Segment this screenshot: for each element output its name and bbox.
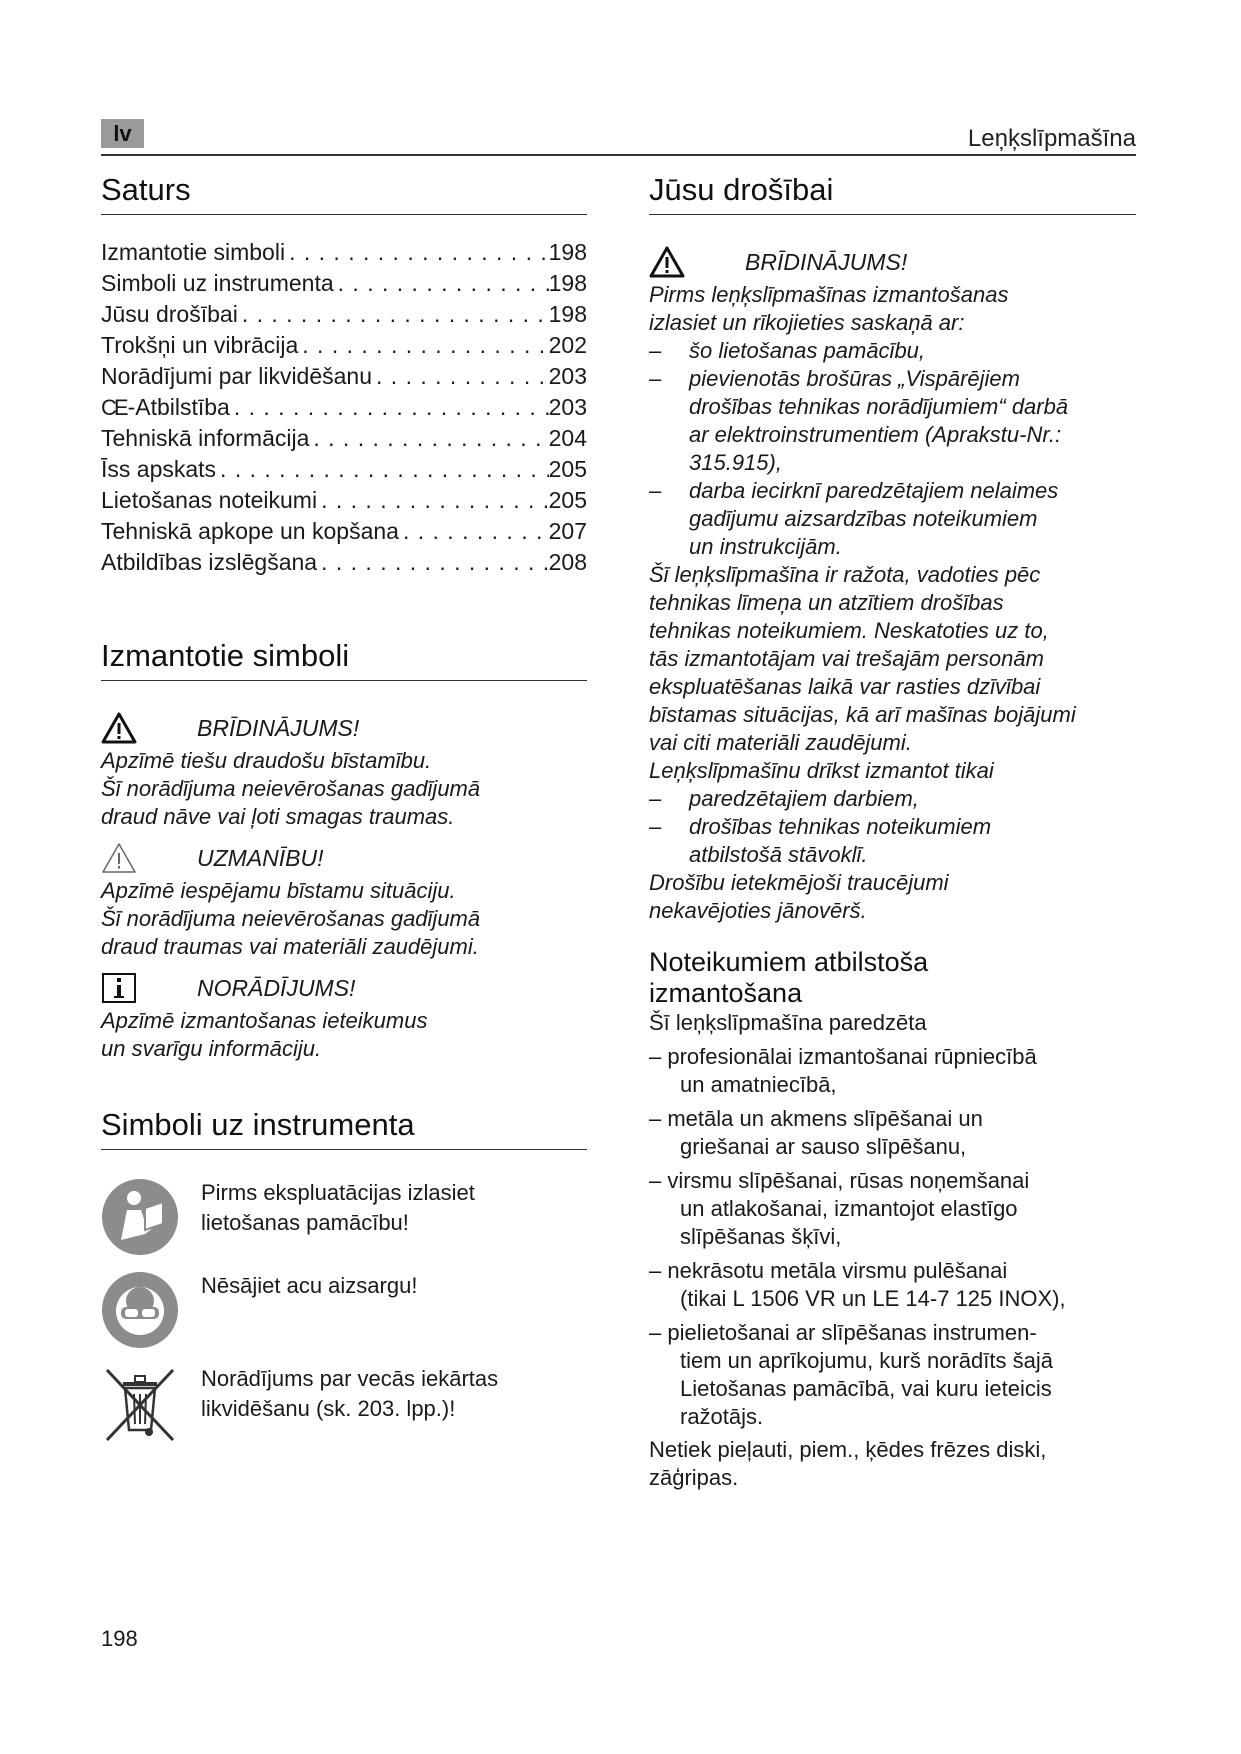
- left-column: [101, 170, 587, 1449]
- usage-item-line: (tikai L 1506 VR un LE 14-7 125 INOX),: [680, 1286, 1066, 1311]
- usage-item-line: ražotājs.: [680, 1404, 764, 1429]
- instrument-symbol-row: [101, 1364, 587, 1449]
- warning-legend: [101, 709, 587, 831]
- toc-leader-dots: [216, 454, 549, 485]
- toc-title: Saturs: [101, 170, 587, 215]
- paragraph-line: tehnikas noteikumiem. Neskatoties uz to,: [649, 618, 1049, 643]
- caution-line: Apzīmē iespējamu bīstamu situāciju.: [101, 878, 456, 903]
- crossed-bin-icon: [101, 1364, 201, 1449]
- usage-item-line: – profesionālai izmantošanai rūpniecībā: [649, 1044, 1037, 1069]
- dash-item-line: šo lietošanas pamācību,: [689, 338, 926, 363]
- toc-leader-dots: [309, 423, 548, 454]
- usage-item-line: slīpēšanas šķīvi,: [680, 1224, 842, 1249]
- paragraph-line: ekspluatēšanas laikā var rasties dzīvībai: [649, 674, 1041, 699]
- toc-entry: [101, 516, 587, 547]
- toc-entry: [101, 299, 587, 330]
- paragraph-line: vai citi materiāli zaudējumi.: [649, 730, 912, 755]
- toc-label: Jūsu drošībai: [101, 301, 238, 327]
- usage-intro: Šī leņķslīpmašīna paredzēta: [649, 1010, 927, 1035]
- usage-item: [649, 1167, 1136, 1251]
- ce-mark-icon: CE: [101, 395, 126, 420]
- toc-leader-dots: [298, 330, 548, 361]
- toc-label: Trokšņi un vibrācija: [101, 332, 299, 358]
- dash-item-line: atbilstošā stāvoklī.: [689, 842, 868, 867]
- safety-warning: [649, 243, 1136, 337]
- caution-line: draud traumas vai materiāli zaudējumi.: [101, 934, 479, 959]
- dash-bullet: –: [649, 366, 662, 391]
- usage-title-line: izmantošana: [649, 978, 803, 1008]
- read-manual-icon: [101, 1178, 201, 1261]
- dash-item-line: gadījumu aizsardzības noteikumiem: [689, 506, 1038, 531]
- dash-item-line: drošības tehnikas norādījumiem“ darbā: [689, 394, 1069, 419]
- usage-title: [649, 947, 1136, 1009]
- dash-item-line: pievienotās brošūras „Vispārējiem: [689, 366, 1020, 391]
- instrument-symbol-text: lietošanas pamācību!: [201, 1210, 409, 1235]
- usage-list: [649, 1043, 1136, 1431]
- toc-label: Atbildības izslēgšana: [101, 549, 318, 575]
- toc-page-number: 207: [548, 518, 587, 544]
- dash-item: [649, 785, 1136, 813]
- usage-item-line: un atlakošanai, izmantojot elastīgo: [680, 1196, 1018, 1221]
- warning-line: Apzīmē tiešu draudošu bīstamību.: [101, 748, 432, 773]
- dash-bullet: –: [649, 478, 662, 503]
- not-allowed-line: zāģripas.: [649, 1465, 739, 1490]
- usage-item-line: tiem un aprīkojumu, kurš norādīts šajā: [680, 1348, 1053, 1373]
- paragraph-line: tehnikas līmeņa un atzītiem drošības: [649, 590, 1004, 615]
- dash-item-line: un instrukcijām.: [689, 534, 842, 559]
- caution-legend: [101, 839, 587, 961]
- warning-line: Šī norādījuma neievērošanas gadījumā: [101, 776, 481, 801]
- toc-page-number: 198: [548, 301, 587, 327]
- instrument-symbol-row: [101, 1178, 587, 1261]
- closing-line: nekavējoties jānovērš.: [649, 898, 867, 923]
- usage-item-line: un amatniecībā,: [680, 1072, 837, 1097]
- toc-entry: [101, 237, 587, 268]
- note-line: un svarīgu informāciju.: [101, 1036, 322, 1061]
- toc-page-number: 202: [548, 332, 587, 358]
- instrument-symbol-row: [101, 1271, 587, 1354]
- toc-leader-dots: [317, 547, 549, 578]
- toc-leader-dots: [230, 392, 549, 423]
- symbols-title: Izmantotie simboli: [101, 636, 587, 681]
- warning-triangle-icon: [101, 712, 197, 744]
- caution-line: Šī norādījuma neievērošanas gadījumā: [101, 906, 481, 931]
- caution-triangle-icon: [101, 842, 197, 874]
- not-allowed-line: Netiek pieļauti, piem., ķēdes frēzes diski,: [649, 1437, 1047, 1462]
- safety-title: Jūsu drošībai: [649, 170, 1136, 215]
- closing-line: Drošību ietekmējoši traucējumi: [649, 870, 949, 895]
- toc-leader-dots: [238, 299, 549, 330]
- page-number: 198: [101, 1626, 138, 1651]
- toc-entry: [101, 423, 587, 454]
- usage-item-line: – pielietošanai ar slīpēšanas instrumen-: [649, 1320, 1037, 1345]
- usage-item-line: – virsmu slīpēšanai, rūsas noņemšanai: [649, 1168, 1030, 1193]
- usage-item-line: griešanai ar sauso slīpēšanu,: [680, 1134, 967, 1159]
- toc-page-number: 204: [548, 425, 587, 451]
- safety-warning-heading: BRĪDINĀJUMS!: [745, 249, 908, 275]
- toc-leader-dots: [285, 237, 549, 268]
- toc-page-number: 203: [548, 363, 587, 389]
- toc-entry: [101, 268, 587, 299]
- warning-heading: BRĪDINĀJUMS!: [197, 715, 360, 741]
- intro-line: Pirms leņķslīpmašīnas izmantošanas: [649, 282, 1009, 307]
- paragraph-line: bīstamas situācijas, kā arī mašīnas bojājumi: [649, 702, 1076, 727]
- toc-label: Simboli uz instrumenta: [101, 270, 334, 296]
- dash-item-line: darba iecirknī paredzētajiem nelaimes: [689, 478, 1059, 503]
- toc-page-number: 198: [548, 239, 587, 265]
- usage-dash-list: [649, 785, 1136, 869]
- toc-leader-dots: [372, 361, 549, 392]
- dash-item: [649, 337, 1136, 365]
- toc-page-number: 205: [548, 487, 587, 513]
- usage-item-line: – nekrāsotu metāla virsmu pulēšanai: [649, 1258, 1008, 1283]
- dash-item-line: ar elektroinstrumentiem (Aprakstu-Nr.:: [689, 422, 1062, 447]
- safety-paragraph: [649, 561, 1136, 785]
- caution-heading: UZMANĪBU!: [197, 845, 324, 871]
- warning-line: draud nāve vai ļoti smagas traumas.: [101, 804, 455, 829]
- toc-entry: [101, 485, 587, 516]
- note-legend: [101, 969, 587, 1063]
- usage-item: [649, 1319, 1136, 1431]
- safety-dash-list: [649, 337, 1136, 561]
- toc-entry: [101, 547, 587, 578]
- instrument-symbol-text: Nēsājiet acu aizsargu!: [201, 1273, 418, 1298]
- toc-page-number: 203: [548, 394, 587, 420]
- dash-item: [649, 365, 1136, 477]
- toc-entry: [101, 361, 587, 392]
- toc-label: Izmantotie simboli: [101, 239, 286, 265]
- table-of-contents: [101, 237, 587, 578]
- instrument-symbols-title: Simboli uz instrumenta: [101, 1105, 587, 1150]
- toc-label: CE-Atbilstība: [101, 394, 230, 420]
- dash-bullet: –: [649, 338, 662, 363]
- usage-item-line: Lietošanas pamācībā, vai kuru ieteicis: [680, 1376, 1052, 1401]
- note-line: Apzīmē izmantošanas ieteikumus: [101, 1008, 428, 1033]
- paragraph-line: tās izmantotājam vai trešajām personām: [649, 646, 1044, 671]
- usage-item: [649, 1257, 1136, 1313]
- toc-page-number: 205: [548, 456, 587, 482]
- toc-page-number: 208: [548, 549, 587, 575]
- dash-item-line: 315.915),: [689, 450, 782, 475]
- header-title: Leņķslīpmašīna: [967, 125, 1136, 152]
- dash-item: [649, 813, 1136, 869]
- closing-paragraph: [649, 869, 1136, 925]
- note-heading: NORĀDĪJUMS!: [197, 975, 356, 1001]
- dash-bullet: –: [649, 786, 662, 811]
- toc-leader-dots: [317, 485, 549, 516]
- toc-leader-dots: [334, 268, 549, 299]
- toc-label: Īss apskats: [101, 456, 217, 482]
- paragraph-line: Leņķslīpmašīnu drīkst izmantot tikai: [649, 758, 994, 783]
- language-badge: lv: [101, 119, 144, 148]
- toc-leader-dots: [399, 516, 549, 547]
- toc-label: Lietošanas noteikumi: [101, 487, 318, 513]
- right-column: [649, 170, 1136, 1492]
- usage-title-line: Noteikumiem atbilstoša: [649, 947, 929, 977]
- dash-bullet: –: [649, 814, 662, 839]
- paragraph-line: Šī leņķslīpmašīna ir ražota, vadoties pēc: [649, 562, 1041, 587]
- dash-item-line: paredzētajiem darbiem,: [689, 786, 919, 811]
- toc-page-number: 198: [548, 270, 587, 296]
- dash-item-line: drošības tehnikas noteikumiem: [689, 814, 992, 839]
- usage-item: [649, 1043, 1136, 1099]
- toc-label: Norādījumi par likvidēšanu: [101, 363, 373, 389]
- instrument-symbol-text: Norādījums par vecās iekārtas: [201, 1366, 499, 1391]
- toc-label: Tehniskā apkope un kopšana: [101, 518, 399, 544]
- usage-item-line: – metāla un akmens slīpēšanai un: [649, 1106, 983, 1131]
- instrument-symbol-text: likvidēšanu (sk. 203. lpp.)!: [201, 1396, 456, 1421]
- toc-entry: [101, 330, 587, 361]
- toc-entry: [101, 392, 587, 423]
- eye-protection-icon: [101, 1271, 201, 1354]
- toc-entry: [101, 454, 587, 485]
- usage-item: [649, 1105, 1136, 1161]
- intro-line: izlasiet un rīkojieties saskaņā ar:: [649, 310, 965, 335]
- warning-triangle-icon: [649, 246, 745, 278]
- dash-item: [649, 477, 1136, 561]
- info-icon: [101, 972, 197, 1004]
- instrument-symbol-text: Pirms ekspluatācijas izlasiet: [201, 1180, 475, 1205]
- toc-label: Tehniskā informācija: [101, 425, 310, 451]
- not-allowed-paragraph: [649, 1436, 1136, 1492]
- header-rule: [101, 154, 1136, 156]
